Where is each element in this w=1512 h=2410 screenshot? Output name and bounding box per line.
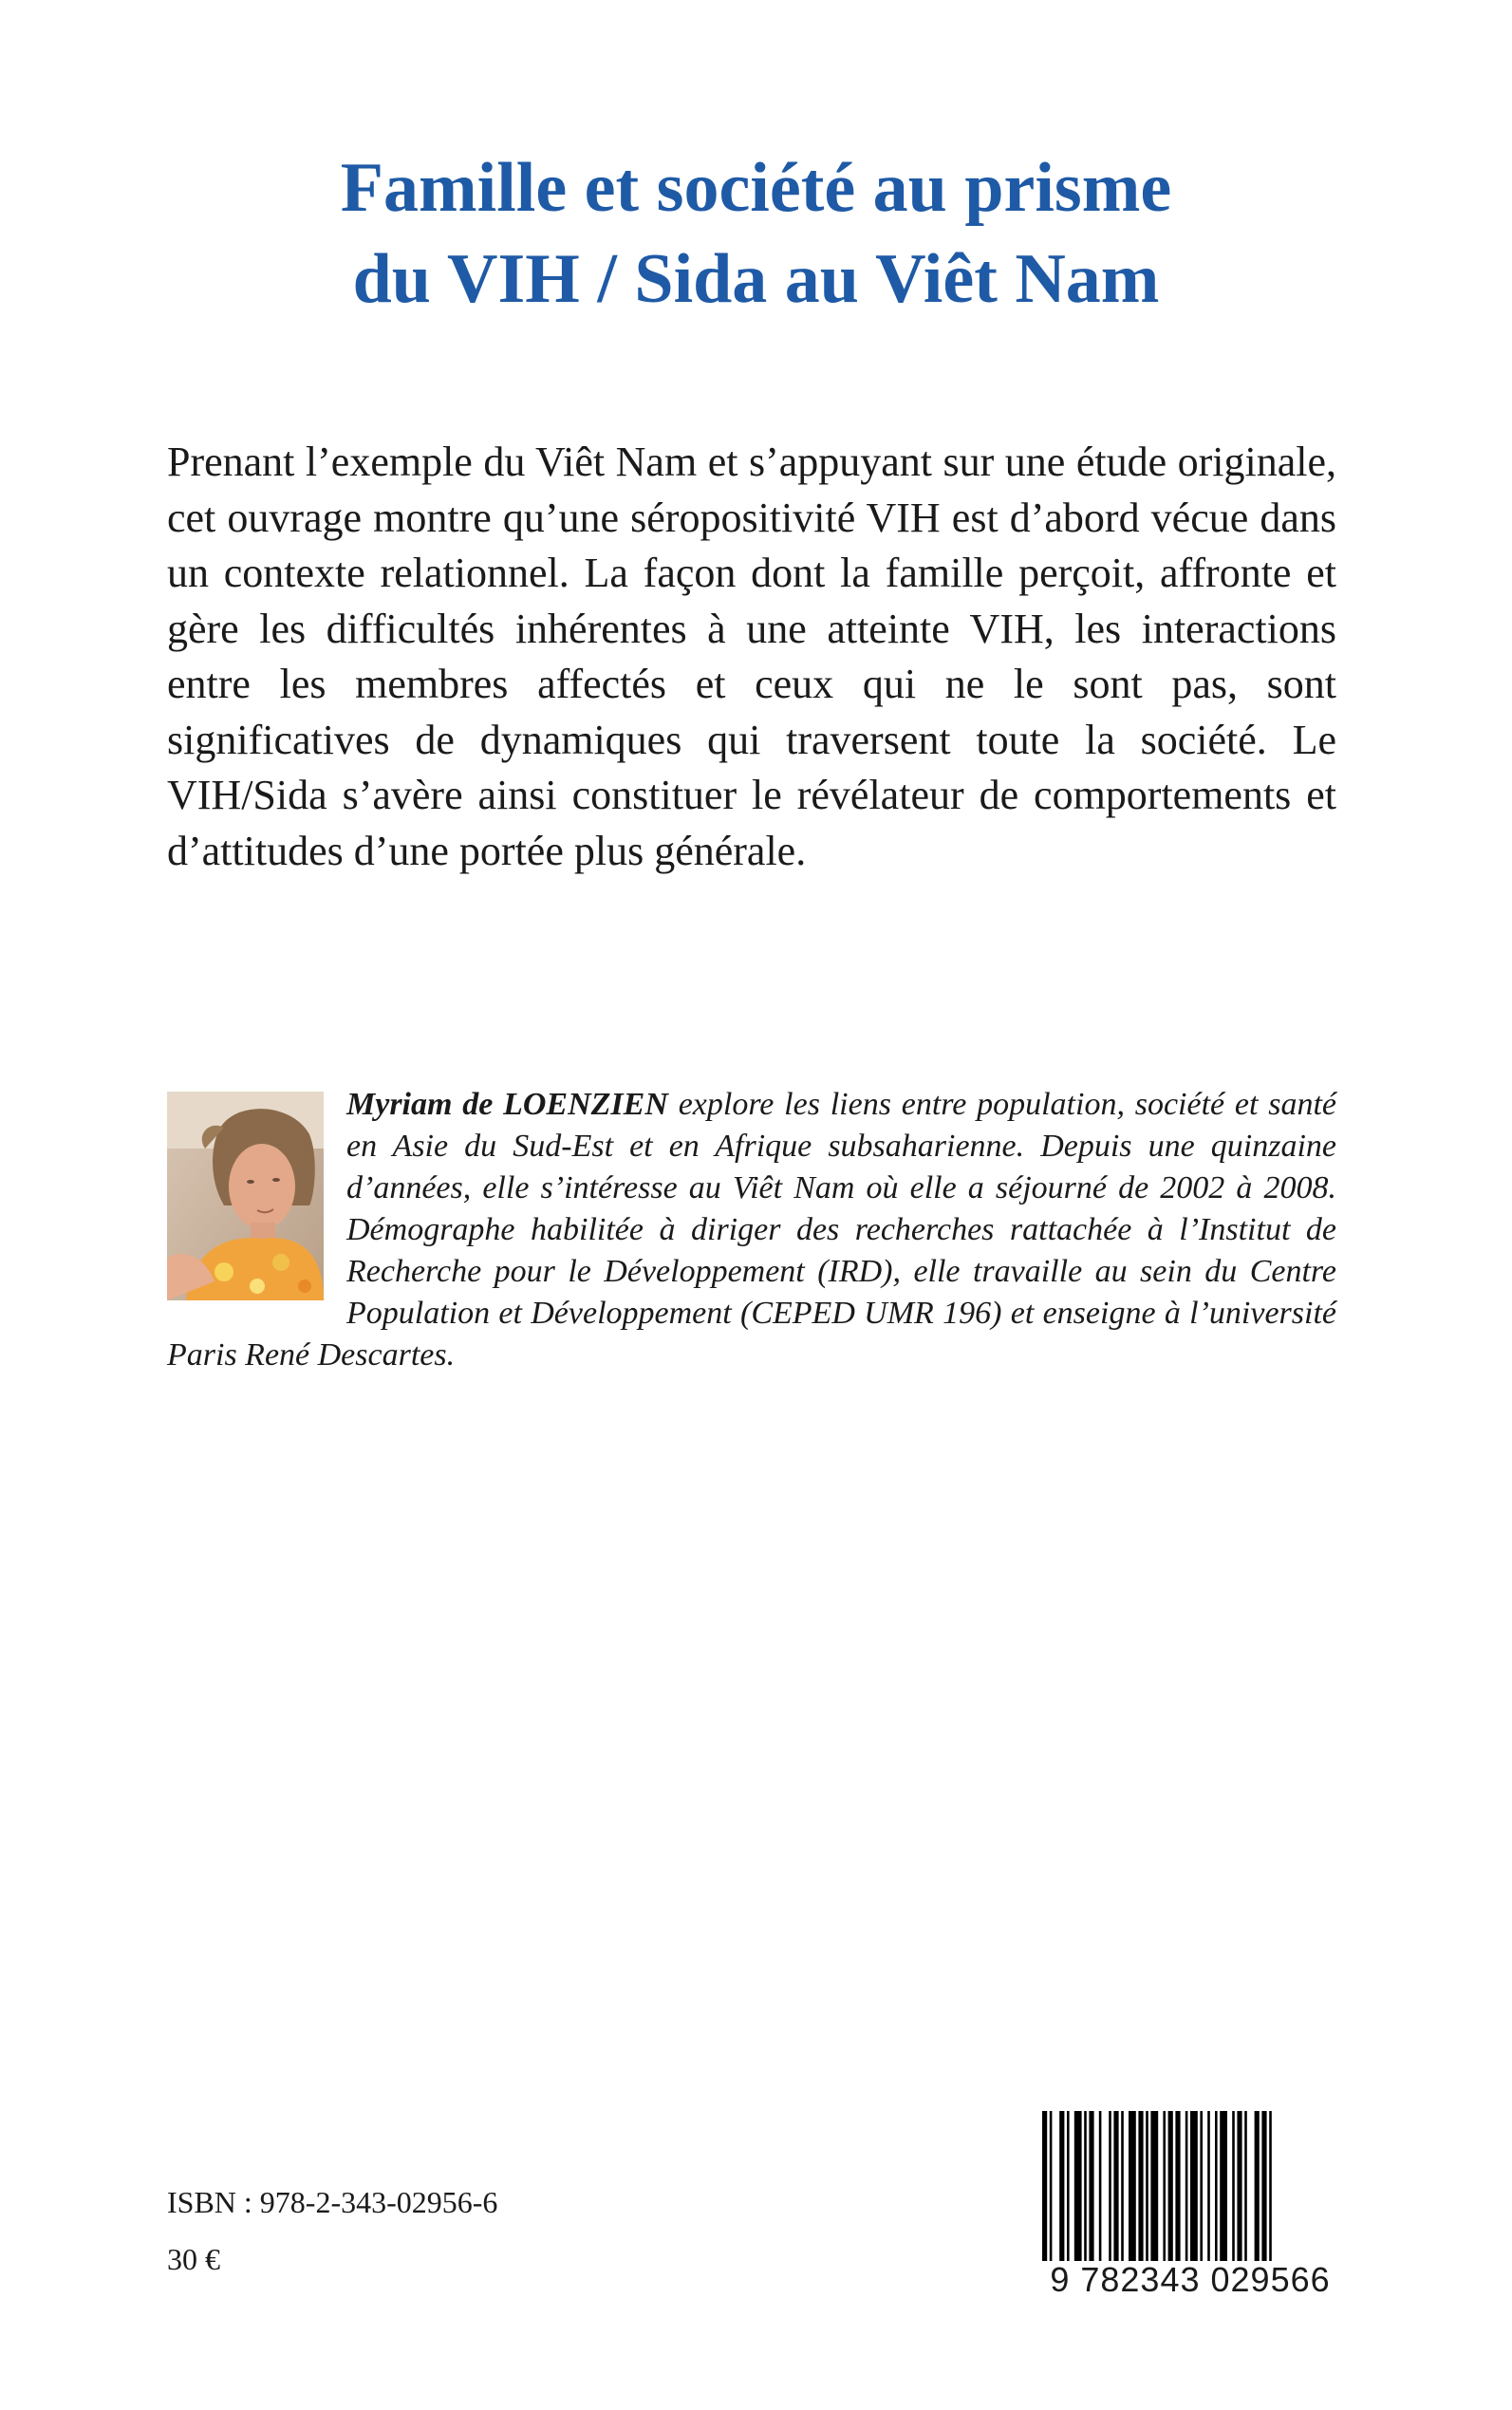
barcode-bar <box>1215 2111 1218 2263</box>
barcode-bar <box>1138 2111 1143 2263</box>
barcode-bar <box>1261 2111 1266 2263</box>
book-title-line-2: du VIH / Sida au Viêt Nam <box>352 240 1160 318</box>
barcode-bar <box>1200 2111 1203 2263</box>
isbn-label: ISBN : 978-2-343-02956-6 <box>167 2185 498 2219</box>
barcode-bars <box>1036 2111 1344 2263</box>
barcode-bar <box>1067 2111 1070 2263</box>
barcode-bar <box>1207 2111 1210 2263</box>
barcode-bar <box>1190 2111 1198 2263</box>
barcode-bar <box>1175 2111 1180 2263</box>
book-summary: Prenant l’exemple du Viêt Nam et s’appuyant sur une étude originale, cet ouvrage montre qu’une séropositivité VIH est d’abord vécue dans un contexte relationnel. La façon dont la famille perçoit, affronte et gère les difficultés inhérentes à une atteinte VIH, les interactions entre les membres affectés et ceux qui ne le sont pas, sont significatives de dynamiques qui traversent toute la société. Le VIH/Sida s’avère ainsi constituer le révélateur de comportements et d’attitudes d’une portée plus générale. <box>167 439 1336 874</box>
barcode-bar <box>1074 2111 1082 2263</box>
barcode-bar <box>1146 2111 1148 2263</box>
barcode-bar <box>1059 2111 1064 2263</box>
barcode-bar <box>1084 2111 1087 2263</box>
barcode-bar <box>1042 2111 1047 2263</box>
price-label: 30 € <box>167 2242 220 2276</box>
barcode-bar <box>1129 2111 1136 2263</box>
barcode-bar <box>1099 2111 1102 2263</box>
barcode-bar <box>1185 2111 1188 2263</box>
barcode-bar <box>1113 2111 1118 2263</box>
barcode-bar <box>1163 2111 1166 2263</box>
barcode-bar <box>1232 2111 1235 2263</box>
barcode-digits: 9 782343 029566 <box>1036 2261 1344 2299</box>
barcode-bar <box>1255 2111 1260 2263</box>
author-name: Myriam de LOENZIEN <box>346 1087 668 1122</box>
barcode-bar <box>1220 2111 1227 2263</box>
barcode-bar <box>1168 2111 1173 2263</box>
book-title-line-1: Famille et société au prisme <box>340 149 1172 227</box>
author-bio-text: explore les liens entre population, société et santé en Asie du Sud-Est et en Afrique subsaharienne. Depuis une quinzaine d’années, elle s’intéresse au Viêt Nam où elle a séjourné de 2002 à 2008. Démographe habilitée à diriger des recherches rattachée à l’Institut de Recherche pour le Développement (IRD), elle travaille au sein du Centre Population et Développement (CEPED UMR 196) et enseigne à l’université Paris René Descartes. <box>167 1087 1337 1373</box>
barcode-bar <box>1269 2111 1272 2263</box>
barcode-bar <box>1244 2111 1247 2263</box>
barcode-bar <box>1050 2111 1053 2263</box>
author-photo <box>167 1092 324 1300</box>
book-title <box>0 142 1512 325</box>
barcode-bar <box>1109 2111 1111 2263</box>
barcode-bar <box>1089 2111 1093 2263</box>
barcode-bar <box>1237 2111 1241 2263</box>
barcode <box>1036 2111 1344 2301</box>
barcode-bar <box>1150 2111 1158 2263</box>
author-bio-block <box>167 1084 1336 1376</box>
barcode-bar <box>1121 2111 1124 2263</box>
